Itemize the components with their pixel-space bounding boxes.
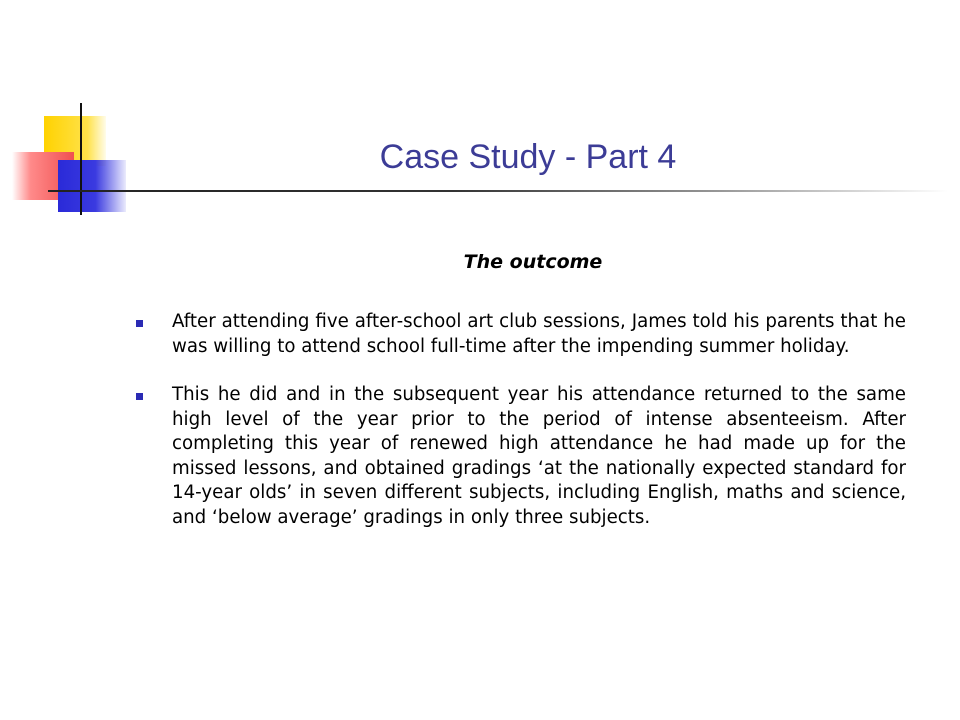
bullet-item bbox=[136, 310, 906, 359]
bullet-square-icon bbox=[136, 393, 143, 400]
slide-subtitle: The outcome bbox=[463, 251, 603, 273]
slide-title: Case Study - Part 4 bbox=[379, 138, 677, 176]
bullet-item bbox=[136, 383, 906, 530]
title-underline-rule bbox=[48, 190, 948, 192]
decorative-logo-blocks bbox=[0, 0, 140, 230]
bullet-list bbox=[136, 310, 906, 554]
bullet-square-icon bbox=[136, 320, 143, 327]
bullet-text: This he did and in the subsequent year his attendance returned to the same high level of the year prior to the period of intense absenteeism. After completing this year of renewed high attendance he had made up for the missed lessons, and obtained gradings ‘at the nationally expected standard for 14-year olds’ in seven different subjects, including English, maths and science, and ‘below average’ gradings in only three subjects. bbox=[172, 384, 906, 528]
bullet-text: After attending five after-school art club sessions, James told his parents that he was willing to attend school full-time after the impending summer holiday. bbox=[172, 311, 906, 357]
